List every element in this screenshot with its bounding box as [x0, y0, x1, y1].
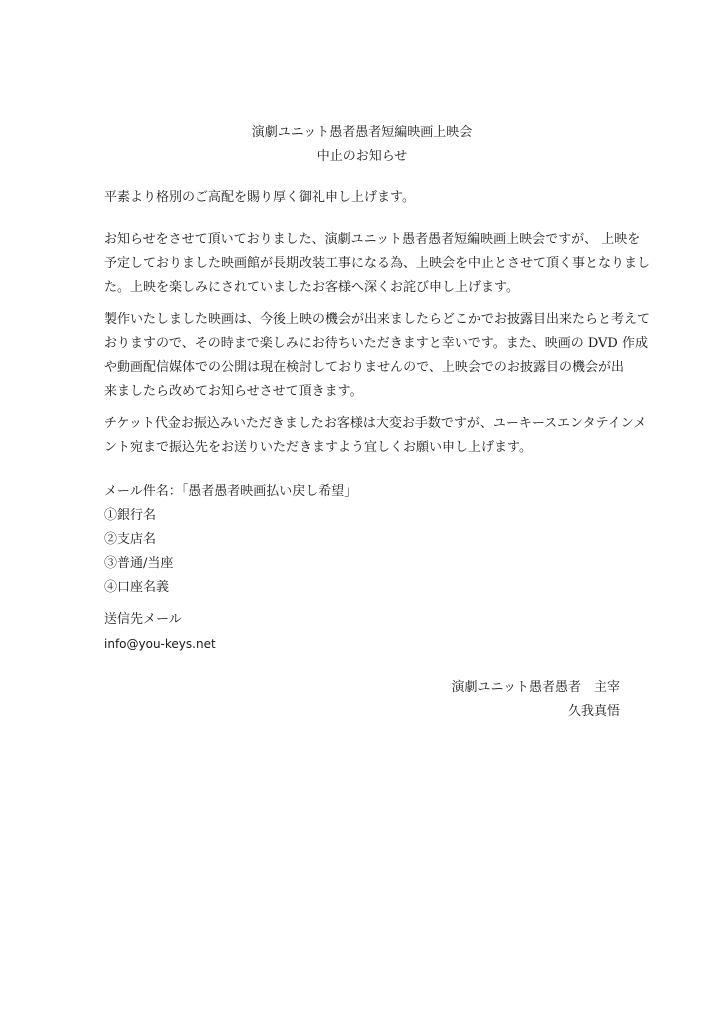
- signature-org: 演劇ユニット愚者愚者 主宰: [451, 680, 620, 695]
- notice-line-2: 予定しておりました映画館が長期改装工事になる為、上映会を中止とさせて頂く事となりまし: [104, 256, 651, 271]
- film-line-3: や動画配信媒体での公開は現在検討しておりませんので、上映会でのお披露目の機会が出: [104, 360, 624, 375]
- film-line-2: おりますので、その時まで楽しみにお待ちいただきますと幸いです。また、映画の DVD 作成: [104, 336, 648, 351]
- refund-details: [104, 480, 624, 600]
- notice-paragraph: [104, 228, 651, 300]
- film-line-1: 製作いたしました映画は、今後上映の機会が出来ましたらどこかでお披露目出来たらと考えて: [104, 312, 651, 327]
- document-subtitle: 中止のお知らせ: [316, 149, 408, 164]
- greeting-line: 平素より格別のご高配を賜り厚く御礼申し上げます。: [104, 190, 415, 205]
- contact-section: [104, 608, 624, 656]
- list-item: ①銀行名: [104, 508, 157, 523]
- notice-line-1: お知らせをさせて頂いておりました、演劇ユニット愚者愚者短編映画上映会ですが、 上映を: [104, 232, 641, 247]
- contact-email: info@you-keys.net: [104, 637, 216, 651]
- document-title: 演劇ユニット愚者愚者短編映画上映会: [251, 125, 473, 140]
- mail-subject: メール件名：「愚者愚者映画払い戻し希望」: [104, 484, 358, 499]
- film-paragraph: [104, 308, 651, 404]
- refund-line-1: チケット代金お振込みいただきましたお客様は大変お手数ですが、ユーキースエンタテインメ: [104, 416, 647, 431]
- signature-name: 久我真悟: [567, 704, 620, 719]
- contact-label: 送信先メール: [104, 612, 182, 627]
- notice-line-3: た。上映を楽しみにされていましたお客様へ深くお詫び申し上げます。: [104, 280, 519, 295]
- greeting-paragraph: [104, 186, 624, 210]
- film-line-4: 来ましたら改めてお知らせさせて頂きます。: [104, 384, 363, 399]
- list-item: ④口座名義: [104, 580, 170, 595]
- signature-block: [452, 676, 620, 724]
- list-item: ③普通/当座: [104, 556, 174, 571]
- list-item: ②支店名: [104, 532, 157, 547]
- refund-paragraph: [104, 412, 647, 460]
- refund-line-2: ント宛まで振込先をお送りいただきますよう宜しくお願い申し上げます。: [104, 440, 532, 455]
